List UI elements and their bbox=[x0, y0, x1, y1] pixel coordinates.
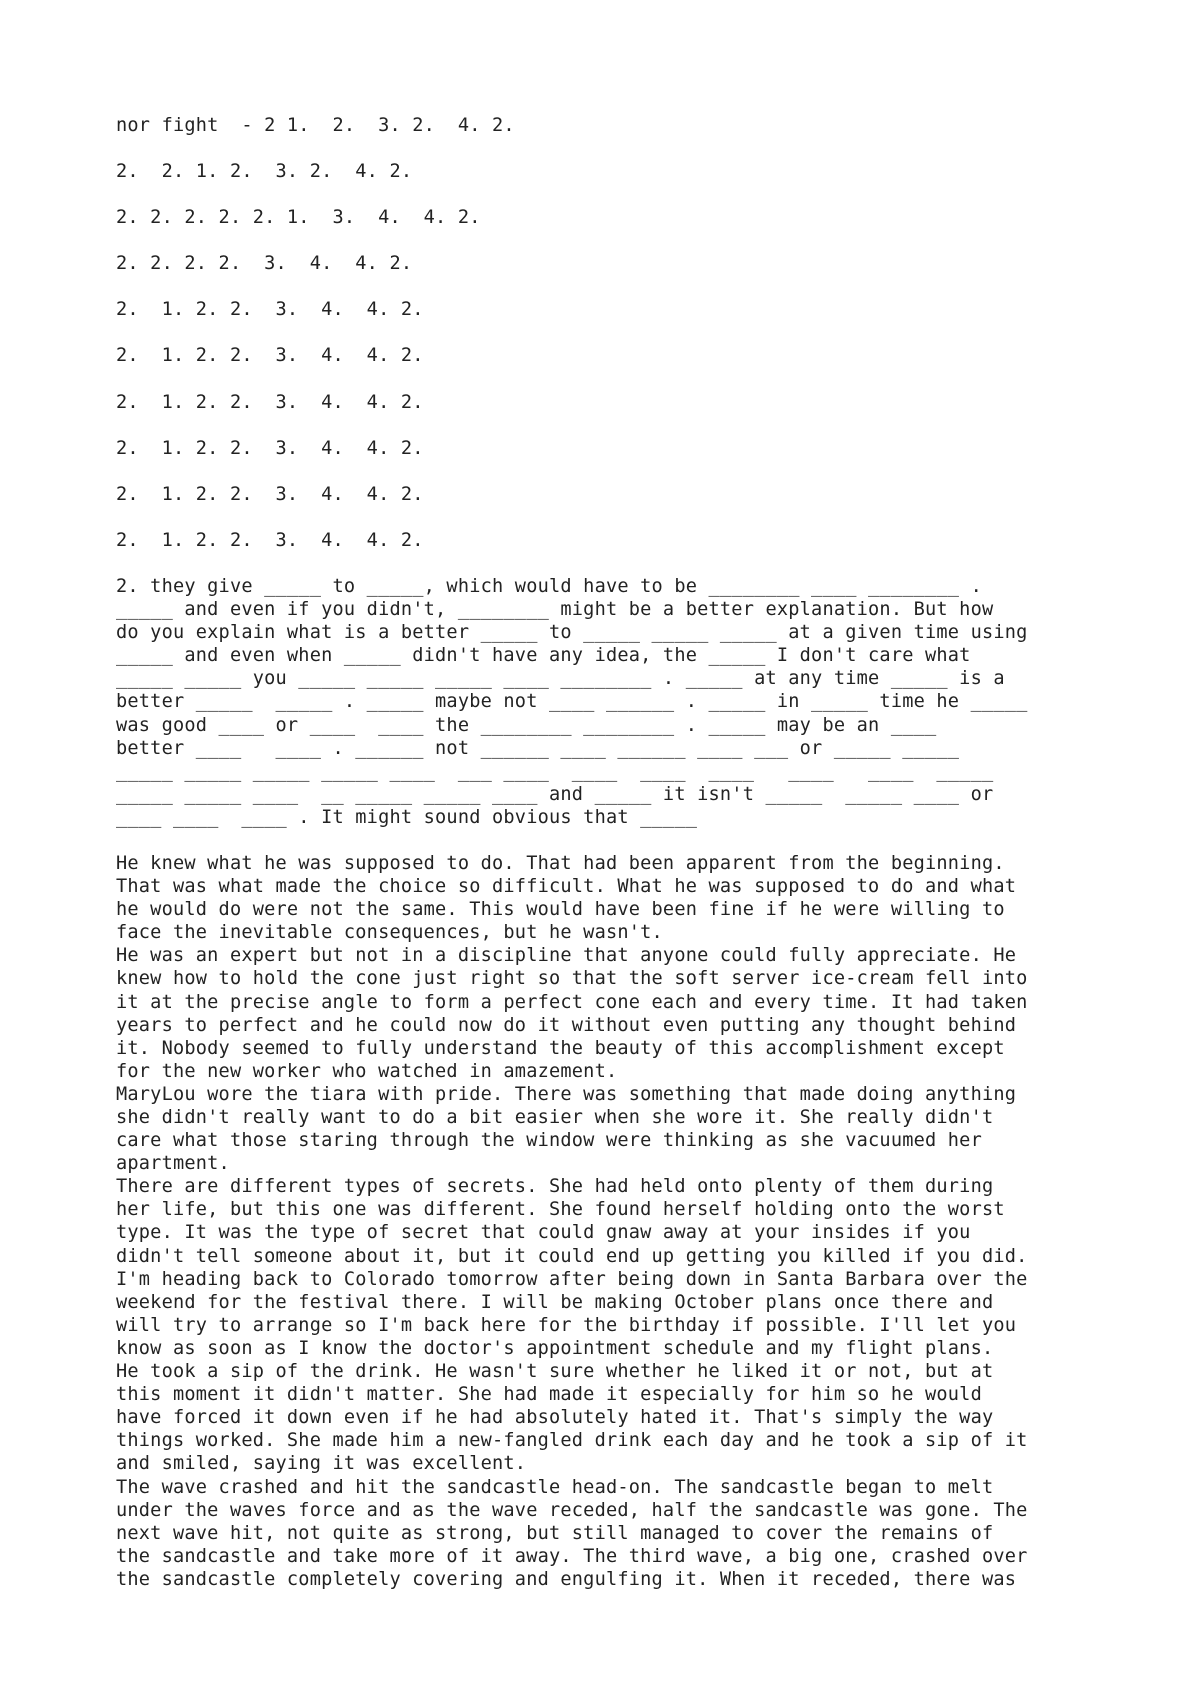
number-line: 2. 1. 2. 2. 3. 4. 4. 2. bbox=[116, 437, 424, 459]
number-line: 2. 1. 2. 2. 3. 4. 4. 2. bbox=[116, 483, 424, 505]
number-line: 2. 2. 1. 2. 3. 2. 4. 2. bbox=[116, 161, 413, 183]
number-line: 2. 2. 2. 2. 2. 1. 3. 4. 4. 2. bbox=[116, 207, 481, 229]
blank-paragraph: 2. they give _____ to _____, which would have to be ________ ____ ________ . _____ and even if you didn't, ________ might be a better explanation. But how do you explain what is a better _____ to _____ _____ _____ at a given time using _____ and even when _____ didn't have any idea, the _____ I don't care what _____ _____ you _____ _____ _____ ____ ________ . _____ at any time _____ is a better _____ _____ . _____ maybe not ____ ______ . _____ in _____ time he _____ was good ____ or ____ ____ the ________ ________ . _____ may be an ____ better ____ ____ . ______ not ______ ____ ______ ____ ___ or _____ _____ _____ _____ _____ _____ ____ ___ ____ ____ ____ ____ ____ ____ _____ _____ _____ ____ __ _____ _____ ____ and _____ it isn't _____ _____ ____ or ____ ____ ____ . It might sound obvious that _____ bbox=[116, 575, 1028, 828]
number-line: 2. 1. 2. 2. 3. 4. 4. 2. bbox=[116, 299, 424, 321]
number-line: 2. 1. 2. 2. 3. 4. 4. 2. bbox=[116, 391, 424, 413]
number-line: 2. 1. 2. 2. 3. 4. 4. 2. bbox=[116, 345, 424, 367]
number-line: 2. 2. 2. 2. 3. 4. 4. 2. bbox=[116, 253, 413, 275]
prose-paragraph: He knew what he was supposed to do. That had been apparent from the beginning. That was what made the choice so difficult. What he was supposed to do and what he would do were not the same. This would have been fine if he were willing to face the inevitable consequences, but he wasn't. He was an expert but not in a discipline that anyone could fully appreciate. He knew how to hold the cone just right so that the soft server ice-cream fell into it at the precise angle to form a perfect cone each and every time. It had taken years to perfect and he could now do it without even putting any thought behind it. Nobody seemed to fully understand the beauty of this accomplishment except for the new worker who watched in amazement. MaryLou wore the tiara with pride. There was something that made doing anything she didn't really want to do a bit easier when she wore it. She really didn't care what those staring through the window were thinking as she vacuumed her apartment. There are different types of secrets. She had held onto plenty of them during her life, but this one was different. She found herself holding onto the worst type. It was the type of secret that could gnaw away at your insides if you didn't tell someone about it, but it could end up getting you killed if you did. I'm heading back to Colorado tomorrow after being down in Santa Barbara over the weekend for the festival there. I will be making October plans once there and will try to arrange so I'm back here for the birthday if possible. I'll let you know as soon as I know the doctor's appointment schedule and my flight plans. He took a sip of the drink. He wasn't sure whether he liked it or not, but at this moment it didn't matter. She had made it especially for him so he would have forced it down even if he had absolutely hated it. That's simply the way things worked. She made him a new-fangled drink each day and he took a sip of it and smiled, saying it was excellent. The wave crashed and hit the sandcastle head-on. The sandcastle began to melt under the waves force and as the wave receded, half the sandcastle was gone. The next wave hit, not quite as strong, but still managed to cover the remains of the sandcastle and take more of it away. The third wave, a big one, crashed over the sandcastle completely covering and engulfing it. When it receded, there was bbox=[116, 852, 1028, 1590]
number-line: nor fight - 2 1. 2. 3. 2. 4. 2. bbox=[116, 115, 515, 136]
number-line: 2. 1. 2. 2. 3. 4. 4. 2. bbox=[116, 529, 424, 551]
document-body bbox=[116, 114, 1106, 1591]
